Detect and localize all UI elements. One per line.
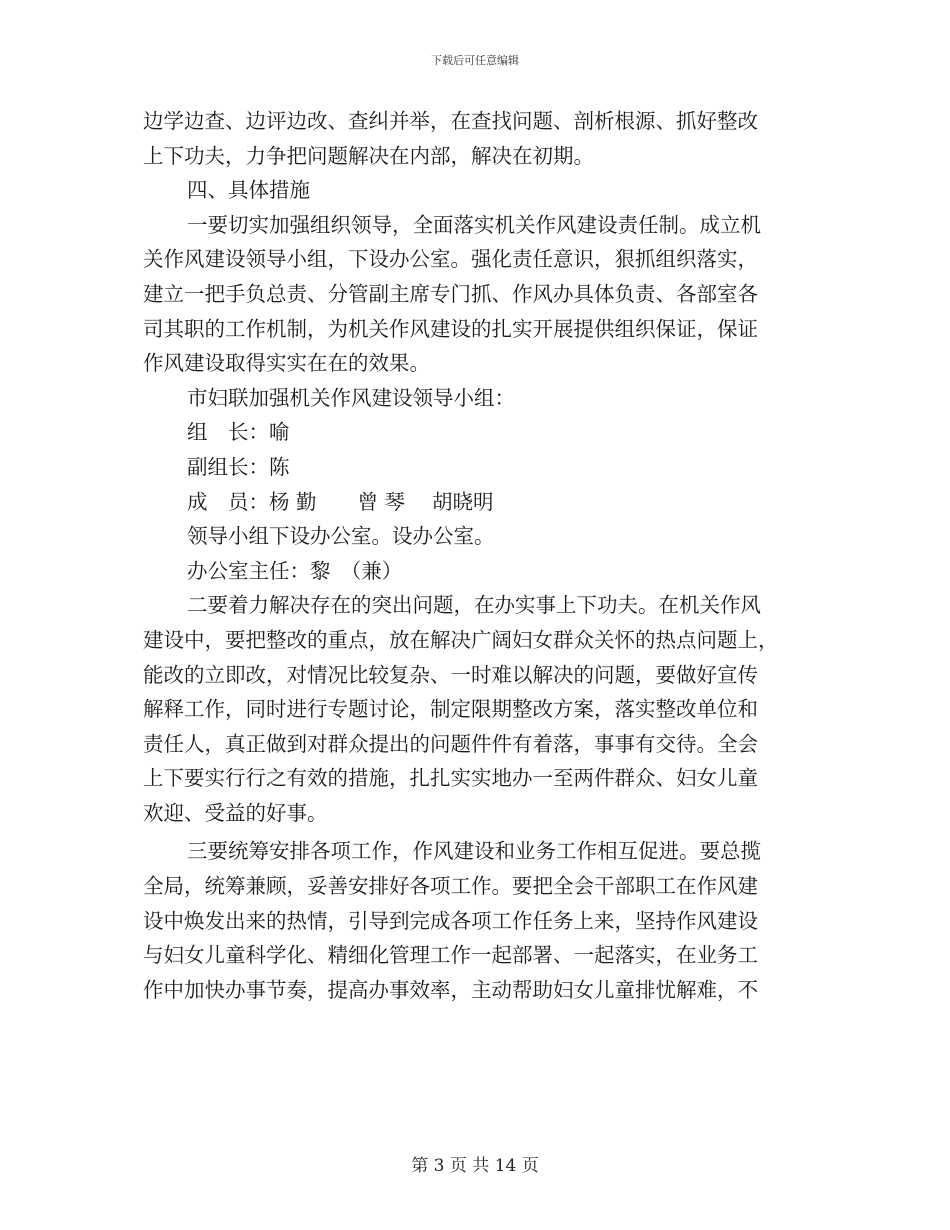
document-body: [143, 104, 813, 1007]
group-leader: 组 长：喻: [187, 420, 290, 445]
body-line: 上下要实行行之有效的措施，扎扎实实地办一至两件群众、妇女儿童: [143, 766, 758, 791]
body-line: 二要着力解决存在的突出问题，在办实事上下功夫。在机关作风: [187, 593, 761, 618]
group-title: 市妇联加强机关作风建设领导小组：: [187, 385, 515, 410]
body-line: 建立一把手负总责、分管副主席专门抓、作风办具体负责、各部室各: [143, 281, 758, 306]
body-line: 边学边查、边评边改、查纠并举，在查找问题、剖析根源、抓好整改: [143, 109, 758, 133]
body-line: 司其职的工作机制，为机关作风建设的扎实开展提供组织保证，保证: [143, 316, 758, 341]
body-line: 一要切实加强组织领导，全面落实机关作风建设责任制。成立机: [187, 212, 761, 237]
body-line: 建设中，要把整改的重点，放在解决广阔妇女群众关怀的热点问题上，: [143, 627, 779, 652]
body-line: 领导小组下设办公室。设办公室。: [187, 524, 495, 549]
body-line: 全局，统筹兼顾，妥善安排好各项工作。要把全会干部职工在作风建: [143, 874, 758, 899]
group-deputy-leader: 副组长：陈: [187, 454, 290, 479]
group-members: 成 员：杨 勤 曾 琴 胡晓明: [187, 489, 494, 514]
body-line: 作风建设取得实实在在的效果。: [143, 351, 430, 376]
body-line: 能改的立即改，对情况比较复杂、一时难以解决的问题，要做好宣传: [143, 662, 758, 687]
body-line: 解释工作，同时进行专题讨论，制定限期整改方案，落实整改单位和: [143, 697, 758, 722]
body-line: 设中焕发出来的热情，引导到完成各项工作任务上来，坚持作风建设: [143, 908, 758, 933]
body-line: 关作风建设领导小组，下设办公室。强化责任意识，狠抓组织落实，: [143, 247, 758, 272]
office-director: 办公室主任：黎 （兼）: [187, 558, 403, 583]
section-heading: 四、具体措施: [187, 178, 310, 203]
body-line: 与妇女儿童科学化、精细化管理工作一起部署、一起落实，在业务工: [143, 943, 758, 968]
body-line: 责任人，真正做到对群众提出的问题件件有着落，事事有交待。全会: [143, 731, 758, 756]
body-line: 上下功夫，力争把问题解决在内部，解决在初期。: [143, 143, 594, 168]
body-line: 作中加快办事节奏，提高办事效率，主动帮助妇女儿童排忧解难，不: [143, 977, 758, 1002]
page-number-footer: 第 3 页 共 14 页: [411, 1156, 539, 1176]
page-header-note: 下载后可任意编辑: [431, 54, 519, 67]
body-line: 欢迎、受益的好事。: [143, 800, 328, 825]
body-line: 三要统筹安排各项工作，作风建设和业务工作相互促进。要总揽: [187, 839, 761, 864]
